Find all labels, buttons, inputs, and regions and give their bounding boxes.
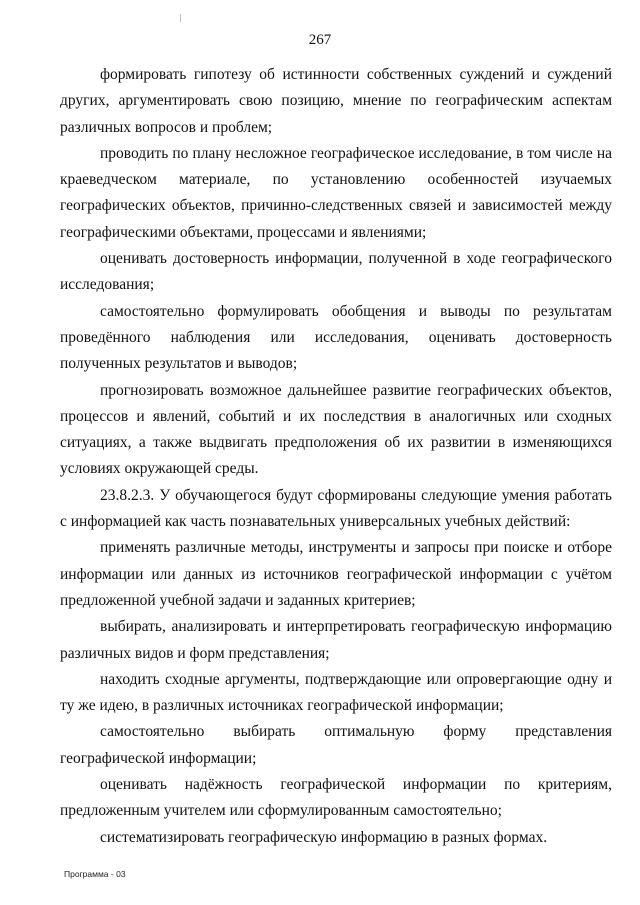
page-footer: Программа - 03 (64, 869, 126, 879)
paragraph: формировать гипотезу об истинности собственных суждений и суждений других, аргументировать свою позицию, мнение по географическим аспектам различных вопросов и проблем; (60, 66, 612, 136)
paragraph: оценивать надёжность географической информации по критериям, предложенным учителем или сформулированным самостоятельно; (60, 776, 612, 820)
paragraph: прогнозировать возможное дальнейшее развитие географических объектов, процессов и явлений, событий и их последствия в аналогичных или сходных ситуациях, а также выдвигать предположения об их развитии в изменяющихся условиях окружающей среды. (60, 381, 612, 478)
page-body (60, 62, 612, 851)
paragraph: проводить по плану несложное географическое исследование, в том числе на краеведческом материале, по установлению особенностей изучаемых географических объектов, причинно-следственных связей и зависимостей между географическими объектами, процессами и явлениями; (60, 144, 612, 241)
paragraph: самостоятельно выбирать оптимальную форму представления географической информации; (60, 723, 612, 767)
paragraph: 23.8.2.3. У обучающегося будут сформированы следующие умения работать с информацией как часть познавательных универсальных учебных действий: (60, 486, 612, 531)
paragraph: применять различные методы, инструменты и запросы при поиске и отборе информации или данных из источников географической информации с учётом предложенной учебной задачи и заданных критериев; (60, 539, 612, 609)
page-number: 267 (308, 32, 332, 48)
paragraph: оценивать достоверность информации, полученной в ходе географического исследования; (60, 250, 612, 294)
paragraph: самостоятельно формулировать обобщения и выводы по результатам проведённого наблюдения или исследования, оценивать достоверность полученных результатов и выводов; (60, 302, 612, 373)
scan-speck (180, 14, 181, 22)
paragraph: выбирать, анализировать и интерпретировать географическую информацию различных видов и форм представления; (60, 618, 612, 662)
paragraph: находить сходные аргументы, подтверждающие или опровергающие одну и ту же идею, в различных источниках географической информации; (60, 670, 612, 715)
paragraph: систематизировать географическую информацию в разных формах. (100, 828, 548, 846)
